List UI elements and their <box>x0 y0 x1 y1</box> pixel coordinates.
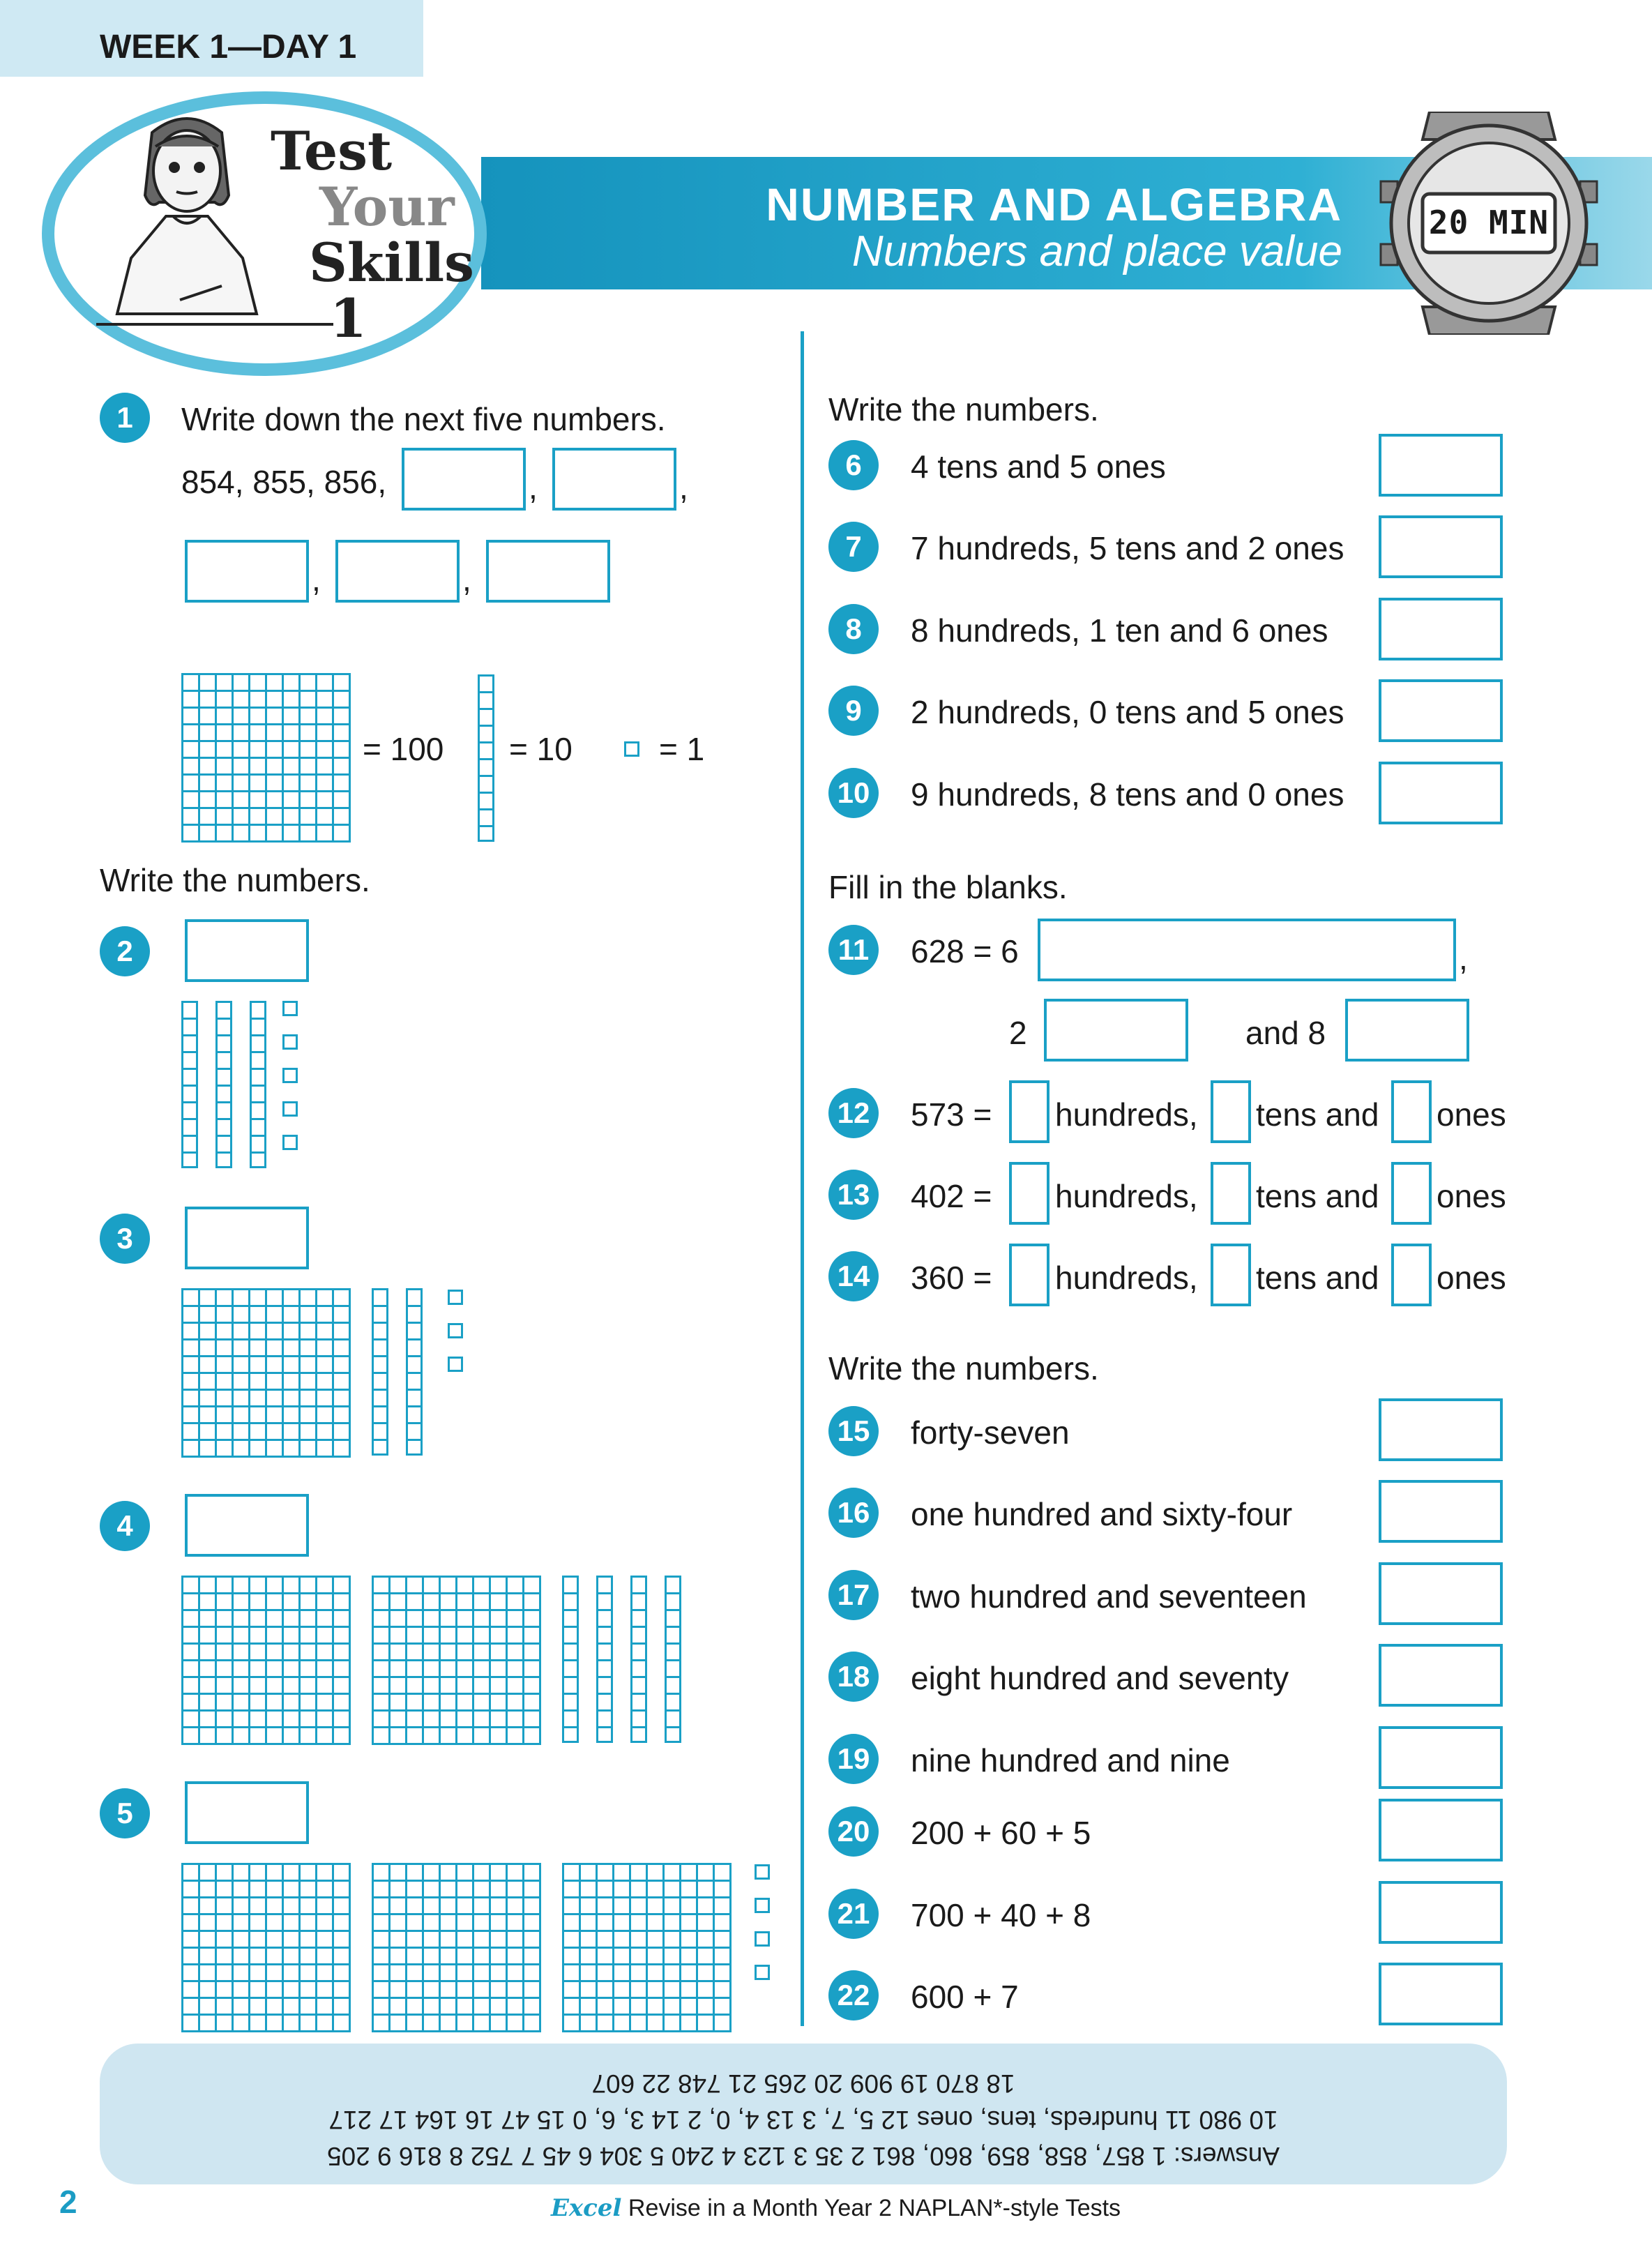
ten-rod <box>630 1576 647 1743</box>
footer-title: Revise in a Month Year 2 NAPLAN*-style Tests <box>628 2195 1121 2221</box>
one-cube <box>755 1931 770 1947</box>
one-cube <box>448 1323 463 1338</box>
question-number-10: 10 <box>828 768 879 818</box>
hundreds-label: hundreds, <box>1055 1260 1198 1296</box>
question-18-text: eight hundred and seventy <box>911 1660 1289 1696</box>
answer-box-5[interactable] <box>185 1781 309 1844</box>
question-1-text: Write down the next five numbers. <box>181 401 666 437</box>
answer-box-19[interactable] <box>1379 1726 1503 1789</box>
topic-subtitle: Numbers and place value <box>851 227 1342 275</box>
badge-line-skills: Skills <box>309 232 474 294</box>
ten-rod <box>250 1001 266 1168</box>
one-cube <box>624 741 639 757</box>
one-cube <box>282 1001 298 1016</box>
ones-label: ones <box>1437 1096 1506 1133</box>
one-cube <box>282 1101 298 1117</box>
one-cube <box>282 1068 298 1083</box>
answer-box-4[interactable] <box>185 1494 309 1557</box>
comma: , <box>1459 940 1468 976</box>
question-number-9: 9 <box>828 686 879 736</box>
question-10-text: 9 hundreds, 8 tens and 0 ones <box>911 776 1344 813</box>
question-11-text: 628 = 6 <box>911 933 1019 969</box>
question-number-20: 20 <box>828 1806 879 1857</box>
question-number-13: 13 <box>828 1170 879 1220</box>
question-15-text: forty-seven <box>911 1414 1070 1451</box>
ten-rod <box>562 1576 579 1743</box>
question-20-text: 200 + 60 + 5 <box>911 1815 1091 1851</box>
question-number-5: 5 <box>100 1788 150 1838</box>
question-number-19: 19 <box>828 1734 879 1784</box>
answer-box-14-hundreds[interactable] <box>1009 1244 1049 1306</box>
answer-box-14-ones[interactable] <box>1391 1244 1432 1306</box>
answer-box-12-tens[interactable] <box>1211 1080 1251 1143</box>
question-number-15: 15 <box>828 1406 879 1456</box>
one-cube <box>282 1135 298 1150</box>
question-6-text: 4 tens and 5 ones <box>911 448 1166 485</box>
footer-brand: Excel <box>551 2194 622 2222</box>
tens-and-label: tens and <box>1256 1096 1379 1133</box>
ones-label: ones <box>1437 1260 1506 1296</box>
answer-box-10[interactable] <box>1379 762 1503 824</box>
question-number-8: 8 <box>828 604 879 654</box>
question-13-text: 402 = <box>911 1178 992 1214</box>
week-day-label: WEEK 1—DAY 1 <box>100 29 357 66</box>
question-14-text: 360 = <box>911 1260 992 1296</box>
answer-box-16[interactable] <box>1379 1480 1503 1543</box>
answer-box-6[interactable] <box>1379 434 1503 497</box>
answers-line-1: Answers: 1 857, 858, 859, 860, 861 2 35 3 123 4 240 5 304 6 45 7 752 8 816 9 205 <box>327 2142 1280 2170</box>
timer-readout: 20 MIN <box>1428 204 1549 241</box>
tens-and-label: tens and <box>1256 1260 1379 1296</box>
ten-rod <box>406 1288 423 1456</box>
comma: , <box>679 469 688 506</box>
answer-box-1b[interactable] <box>552 448 676 511</box>
answer-box-2[interactable] <box>185 919 309 982</box>
answers-line-3: 18 870 19 909 20 265 21 748 22 607 <box>591 2069 1015 2098</box>
question-11-and8: and 8 <box>1245 1015 1326 1051</box>
answer-box-15[interactable] <box>1379 1398 1503 1461</box>
question-7-text: 7 hundreds, 5 tens and 2 ones <box>911 530 1344 566</box>
comma: , <box>462 561 471 598</box>
question-number-21: 21 <box>828 1889 879 1939</box>
strand-title: NUMBER AND ALGEBRA <box>766 179 1342 230</box>
comma: , <box>529 469 538 506</box>
hundred-block <box>181 673 351 843</box>
answer-box-11c[interactable] <box>1345 999 1469 1062</box>
answer-box-13-ones[interactable] <box>1391 1162 1432 1225</box>
ones-label: ones <box>1437 1178 1506 1214</box>
question-number-4: 4 <box>100 1501 150 1551</box>
column-divider <box>801 331 804 2026</box>
answer-box-8[interactable] <box>1379 598 1503 660</box>
question-8-text: 8 hundreds, 1 ten and 6 ones <box>911 612 1328 649</box>
question-17-text: two hundred and seventeen <box>911 1578 1307 1615</box>
week-day-tab <box>0 0 423 77</box>
right-section-title-2: Fill in the blanks. <box>828 869 1068 905</box>
question-21-text: 700 + 40 + 8 <box>911 1897 1091 1933</box>
answer-box-11b[interactable] <box>1044 999 1188 1062</box>
question-number-22: 22 <box>828 1970 879 2020</box>
question-22-text: 600 + 7 <box>911 1979 1019 2015</box>
answer-box-22[interactable] <box>1379 1963 1503 2025</box>
right-section-title-1: Write the numbers. <box>828 391 1099 428</box>
question-number-14: 14 <box>828 1251 879 1301</box>
badge-line-your: Your <box>319 176 455 238</box>
question-11-two: 2 <box>1009 1015 1027 1051</box>
answer-box-20[interactable] <box>1379 1799 1503 1861</box>
question-number-6: 6 <box>828 440 879 490</box>
question-number-18: 18 <box>828 1652 879 1702</box>
question-number-3: 3 <box>100 1214 150 1264</box>
answers-panel <box>100 2044 1507 2184</box>
ten-rod <box>596 1576 613 1743</box>
question-1-sequence: 854, 855, 856, <box>181 464 387 500</box>
hundred-block <box>372 1863 541 2032</box>
legend-hundred-label: = 100 <box>363 731 444 767</box>
question-number-2: 2 <box>100 926 150 976</box>
answer-box-18[interactable] <box>1379 1644 1503 1707</box>
one-cube <box>448 1290 463 1305</box>
question-number-1: 1 <box>100 393 150 443</box>
question-number-7: 7 <box>828 522 879 572</box>
one-cube <box>755 1898 770 1913</box>
hundred-block <box>181 1863 351 2032</box>
ten-rod <box>372 1288 388 1456</box>
one-cube <box>755 1864 770 1880</box>
ten-rod <box>665 1576 681 1743</box>
ten-rod <box>478 674 494 842</box>
hundred-block <box>372 1576 541 1745</box>
answer-box-13-hundreds[interactable] <box>1009 1162 1049 1225</box>
left-section-title: Write the numbers. <box>100 862 370 898</box>
answer-box-11a[interactable] <box>1038 919 1456 981</box>
answer-box-7[interactable] <box>1379 515 1503 578</box>
answer-box-1d[interactable] <box>335 540 460 603</box>
hundreds-label: hundreds, <box>1055 1178 1198 1214</box>
question-16-text: one hundred and sixty-four <box>911 1496 1293 1532</box>
answer-box-13-tens[interactable] <box>1211 1162 1251 1225</box>
footer-text <box>551 2194 1121 2222</box>
badge-line-number: 1 <box>330 287 367 349</box>
one-cube <box>282 1034 298 1050</box>
answer-box-14-tens[interactable] <box>1211 1244 1251 1306</box>
test-your-skills-badge <box>40 91 488 377</box>
answer-box-9[interactable] <box>1379 679 1503 742</box>
question-number-12: 12 <box>828 1088 879 1138</box>
answer-box-21[interactable] <box>1379 1881 1503 1944</box>
answer-box-17[interactable] <box>1379 1562 1503 1625</box>
answer-box-3[interactable] <box>185 1207 309 1269</box>
legend-ten-label: = 10 <box>509 731 573 767</box>
answer-box-12-ones[interactable] <box>1391 1080 1432 1143</box>
ten-rod <box>181 1001 198 1168</box>
one-cube <box>448 1357 463 1372</box>
hundred-block <box>562 1863 732 2032</box>
answer-box-1a[interactable] <box>402 448 526 511</box>
question-number-17: 17 <box>828 1570 879 1620</box>
hundred-block <box>181 1288 351 1458</box>
answer-box-1e[interactable] <box>486 540 610 603</box>
legend-one-label: = 1 <box>659 731 705 767</box>
hundred-block <box>181 1576 351 1745</box>
question-number-11: 11 <box>828 925 879 975</box>
question-19-text: nine hundred and nine <box>911 1742 1230 1778</box>
one-cube <box>755 1965 770 1980</box>
question-number-16: 16 <box>828 1488 879 1538</box>
badge-line-test: Test <box>271 120 393 182</box>
answer-box-1c[interactable] <box>185 540 309 603</box>
answers-line-2: 10 980 11 hundreds, tens, ones 12 5, 7, 3 13 4, 0, 2 14 3, 6, 0 15 47 16 164 17 217 <box>328 2106 1278 2134</box>
comma: , <box>312 561 321 598</box>
stopwatch-icon <box>1374 112 1604 335</box>
hundreds-label: hundreds, <box>1055 1096 1198 1133</box>
right-section-title-3: Write the numbers. <box>828 1350 1099 1387</box>
answer-box-12-hundreds[interactable] <box>1009 1080 1049 1143</box>
tens-and-label: tens and <box>1256 1178 1379 1214</box>
question-9-text: 2 hundreds, 0 tens and 5 ones <box>911 694 1344 730</box>
ten-rod <box>215 1001 232 1168</box>
question-12-text: 573 = <box>911 1096 992 1133</box>
page-number: 2 <box>59 2184 77 2220</box>
